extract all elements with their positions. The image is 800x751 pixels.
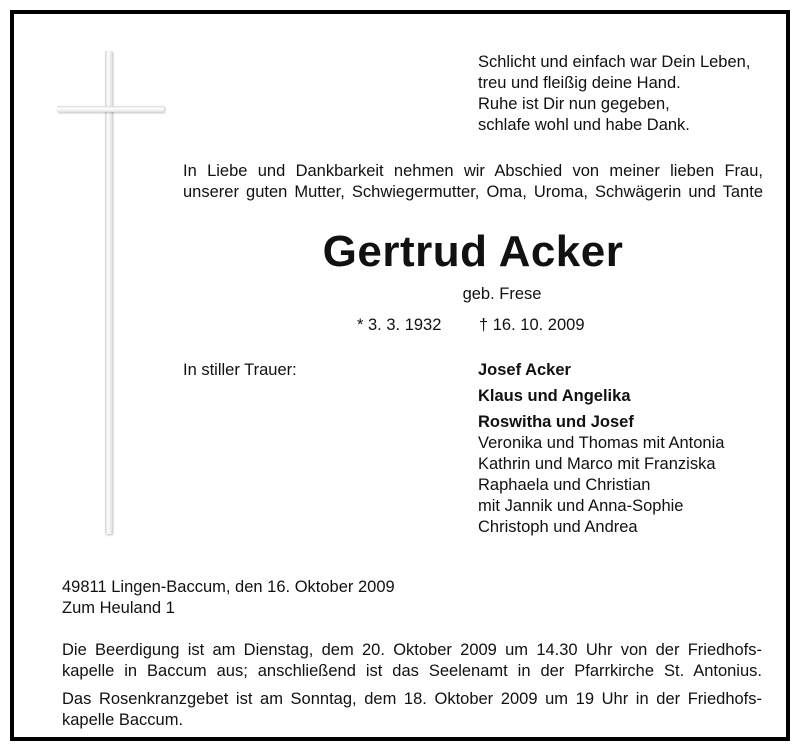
deceased-name: Gertrud Acker	[322, 227, 624, 276]
intro-line: In Liebe und Dankbarkeit nehmen wir Abschied von meiner lieben Frau,	[183, 162, 763, 180]
notice-line: Die Beerdigung ist am Dienstag, dem 20. Oktober 2009 um 14.30 Uhr von der Friedhofs-	[62, 641, 762, 659]
funeral-notice	[62, 640, 762, 682]
mourner: Veronika und Thomas mit Antonia	[478, 434, 725, 452]
poem-line: Schlicht und einfach war Dein Leben,	[478, 53, 751, 71]
mourner-primary: Roswitha und Josef	[478, 413, 634, 431]
notice-line: kapelle in Baccum aus; anschließend ist das Seelenamt in der Pfarrkirche St. Antonius.	[62, 662, 762, 680]
mourners-label: In stiller Trauer:	[183, 361, 297, 379]
mourner: Kathrin und Marco mit Franziska	[478, 455, 716, 473]
death-date: † 16. 10. 2009	[479, 316, 585, 334]
cross-icon-bar	[57, 106, 164, 112]
mourner: Raphaela und Christian	[478, 476, 651, 494]
address	[62, 577, 395, 619]
mourners-list	[478, 360, 724, 538]
notice-line: kapelle Baccum.	[62, 711, 184, 729]
obituary-frame	[10, 10, 790, 741]
poem-line: schlafe wohl und habe Dank.	[478, 116, 690, 134]
cross-icon	[105, 51, 112, 534]
poem-line: Ruhe ist Dir nun gegeben,	[478, 95, 670, 113]
intro-line: unserer guten Mutter, Schwiegermutter, Oma, Uroma, Schwägerin und Tante	[183, 183, 763, 201]
notice-line: Das Rosenkranzgebet ist am Sonntag, dem 18. Oktober 2009 um 19 Uhr in der Friedhofs-	[62, 690, 762, 708]
mourner: mit Jannik und Anna-Sophie	[478, 497, 684, 515]
rosary-notice	[62, 689, 762, 731]
mourner: Christoph und Andrea	[478, 518, 638, 536]
address-line: Zum Heuland 1	[62, 599, 175, 617]
birth-date: * 3. 3. 1932	[357, 316, 442, 334]
born-name: geb. Frese	[462, 285, 542, 303]
mourner-primary: Klaus und Angelika	[478, 387, 631, 405]
mourner-primary: Josef Acker	[478, 361, 571, 379]
address-line: 49811 Lingen-Baccum, den 16. Oktober 2009	[62, 578, 395, 596]
poem	[478, 52, 750, 136]
poem-line: treu und fleißig deine Hand.	[478, 74, 681, 92]
